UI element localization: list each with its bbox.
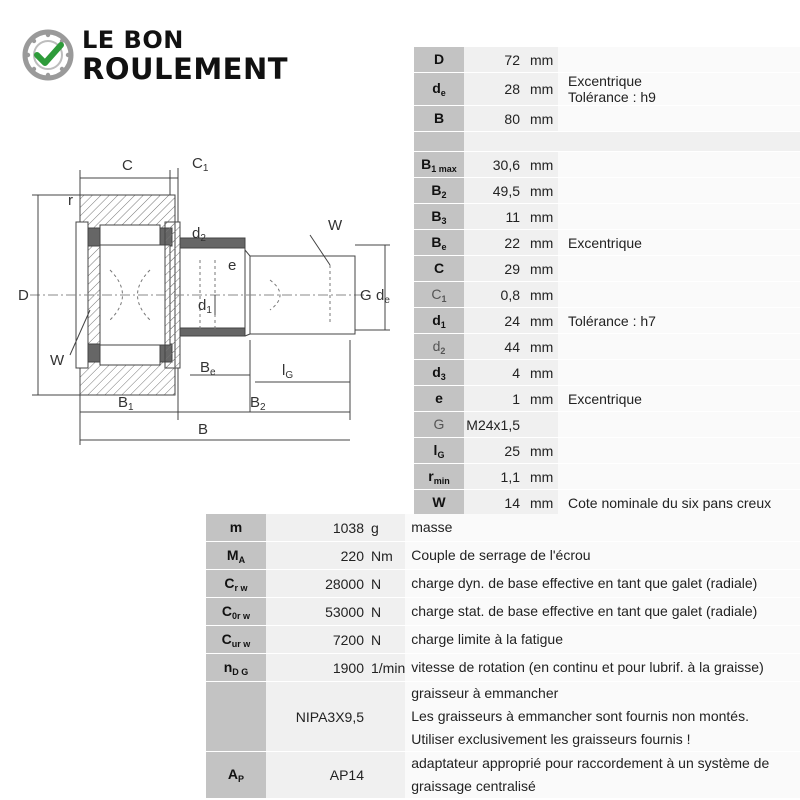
param-description [558,334,800,360]
param-unit: mm [526,438,558,464]
table-row [414,308,800,334]
param-description [558,152,800,178]
table-row [414,334,800,360]
param-symbol: D [414,47,464,73]
dimensions-table [414,47,800,516]
param-value: 1038 [266,514,366,542]
param-value: 49,5 [464,178,526,204]
param-unit [526,412,558,438]
param-unit: N [366,626,405,654]
param-description [558,204,800,230]
param-description: masse [405,514,800,542]
param-value: 1900 [266,654,366,682]
param-unit: mm [526,230,558,256]
param-symbol: C [414,256,464,282]
dim-Be: $B_e$ [200,359,216,378]
param-value: 44 [464,334,526,360]
param-description: Excentrique [558,386,800,412]
table-row [206,514,800,542]
param-unit: mm [526,360,558,386]
param-symbol: $C_1$ [414,282,464,308]
param-value: 22 [464,230,526,256]
bearing-check-icon [22,29,74,81]
param-value: 29 [464,256,526,282]
param-symbol: $r_{min}$ [414,464,464,490]
table-row [206,654,800,682]
param-unit: N [366,570,405,598]
param-value: 80 [464,106,526,132]
param-value: 72 [464,47,526,73]
table-row [414,47,800,73]
param-value: AP14 [266,752,366,799]
table-row [206,542,800,570]
table-row [206,682,800,752]
param-symbol: $B_e$ [414,230,464,256]
dim-de: $d_e$ [376,287,390,306]
dim-W-left: W [50,352,65,369]
param-symbol: $d_2$ [414,334,464,360]
dim-e: e [228,257,237,274]
table-row [414,230,800,256]
param-unit: mm [526,490,558,516]
param-unit: mm [526,282,558,308]
table-row [414,412,800,438]
table-row [206,598,800,626]
dim-r: r [68,192,73,209]
param-description [558,282,800,308]
param-unit [366,682,405,752]
param-description: charge limite à la fatigue [405,626,800,654]
param-unit: mm [526,334,558,360]
param-value: 24 [464,308,526,334]
param-value: 4 [464,360,526,386]
dim-B2: $B_2$ [250,394,266,413]
param-description [558,256,800,282]
param-value: 1 [464,386,526,412]
param-description [558,412,800,438]
table-row [414,106,800,132]
param-symbol: $B_{1 max}$ [414,152,464,178]
table-row [414,386,800,412]
param-unit: 1/min [366,654,405,682]
table-row [414,360,800,386]
param-value: NIPA3X9,5 [266,682,366,752]
param-value: 14 [464,490,526,516]
param-unit: mm [526,73,558,106]
param-unit: mm [526,256,558,282]
dim-d1: $d_1$ [198,297,212,316]
param-unit: N [366,598,405,626]
param-description: Excentrique [558,230,800,256]
param-symbol: $C_{ur w}$ [206,626,266,654]
table-row [206,626,800,654]
dim-d2: $d_2$ [192,225,206,244]
param-symbol: $B_2$ [414,178,464,204]
param-value: 220 [266,542,366,570]
param-value: 0,8 [464,282,526,308]
param-value: 30,6 [464,152,526,178]
param-unit: Nm [366,542,405,570]
dim-C: C [122,157,133,174]
param-value: 28000 [266,570,366,598]
param-description: adaptateur approprié pour raccordement à un système de graissage centralisé [405,752,800,799]
param-description [558,438,800,464]
param-description: charge stat. de base effective en tant que galet (radiale) [405,598,800,626]
dim-lG: $l_G$ [282,362,294,381]
param-symbol: e [414,386,464,412]
logo-line1: LE BON [82,26,184,54]
param-symbol: $C_{0r w}$ [206,598,266,626]
param-unit: mm [526,386,558,412]
table-row [414,256,800,282]
param-description: Excentrique Tolérance : h9 [558,73,800,106]
param-symbol: $d_1$ [414,308,464,334]
param-value: 28 [464,73,526,106]
table-row [414,438,800,464]
param-symbol: $M_A$ [206,542,266,570]
logo-line2: ROULEMENT [82,52,289,86]
param-symbol: $B_3$ [414,204,464,230]
param-description: charge dyn. de base effective en tant que galet (radiale) [405,570,800,598]
table-row [414,73,800,106]
param-description [558,178,800,204]
param-symbol: W [414,490,464,516]
table-row [206,752,800,799]
param-unit: mm [526,152,558,178]
dim-D: D [18,287,29,304]
dim-B1: $B_1$ [118,394,134,413]
param-symbol: $d_3$ [414,360,464,386]
param-unit: mm [526,204,558,230]
param-value: 11 [464,204,526,230]
param-symbol [206,682,266,752]
table-row [414,204,800,230]
param-value: 7200 [266,626,366,654]
param-unit: g [366,514,405,542]
param-unit: mm [526,464,558,490]
dim-W-top: W [328,217,343,234]
param-symbol: $l_G$ [414,438,464,464]
table-row [206,570,800,598]
brand-logo [22,26,302,86]
param-value: 1,1 [464,464,526,490]
param-unit [366,752,405,799]
param-description [558,464,800,490]
dim-G: G [360,287,372,304]
table-spacer [414,132,800,152]
param-unit: mm [526,106,558,132]
param-symbol: $n_{D G}$ [206,654,266,682]
param-description [558,47,800,73]
table-row [414,464,800,490]
param-symbol: m [206,514,266,542]
param-unit: mm [526,308,558,334]
param-symbol: $d_e$ [414,73,464,106]
param-value: 53000 [266,598,366,626]
param-description [558,106,800,132]
param-description: graisseur à emmancher Les graisseurs à emmancher sont fournis non montés. Utiliser exclusivement les graisseurs fournis ! [405,682,800,752]
param-unit: mm [526,47,558,73]
param-symbol: $A_P$ [206,752,266,799]
param-unit: mm [526,178,558,204]
table-row [414,282,800,308]
param-description: Cote nominale du six pans creux [558,490,800,516]
param-description: vitesse de rotation (en continu et pour lubrif. à la graisse) [405,654,800,682]
cam-follower-drawing [10,150,405,450]
param-value: M24x1,5 [464,412,526,438]
param-symbol: $C_{r w}$ [206,570,266,598]
param-description: Tolérance : h7 [558,308,800,334]
dim-B: B [198,421,209,438]
param-description [558,360,800,386]
table-row [414,178,800,204]
table-row [414,490,800,516]
param-value: 25 [464,438,526,464]
param-symbol: B [414,106,464,132]
loads-table [206,514,800,799]
param-description: Couple de serrage de l'écrou [405,542,800,570]
dim-C1: $C_1$ [192,155,209,174]
param-symbol: G [414,412,464,438]
table-row [414,152,800,178]
